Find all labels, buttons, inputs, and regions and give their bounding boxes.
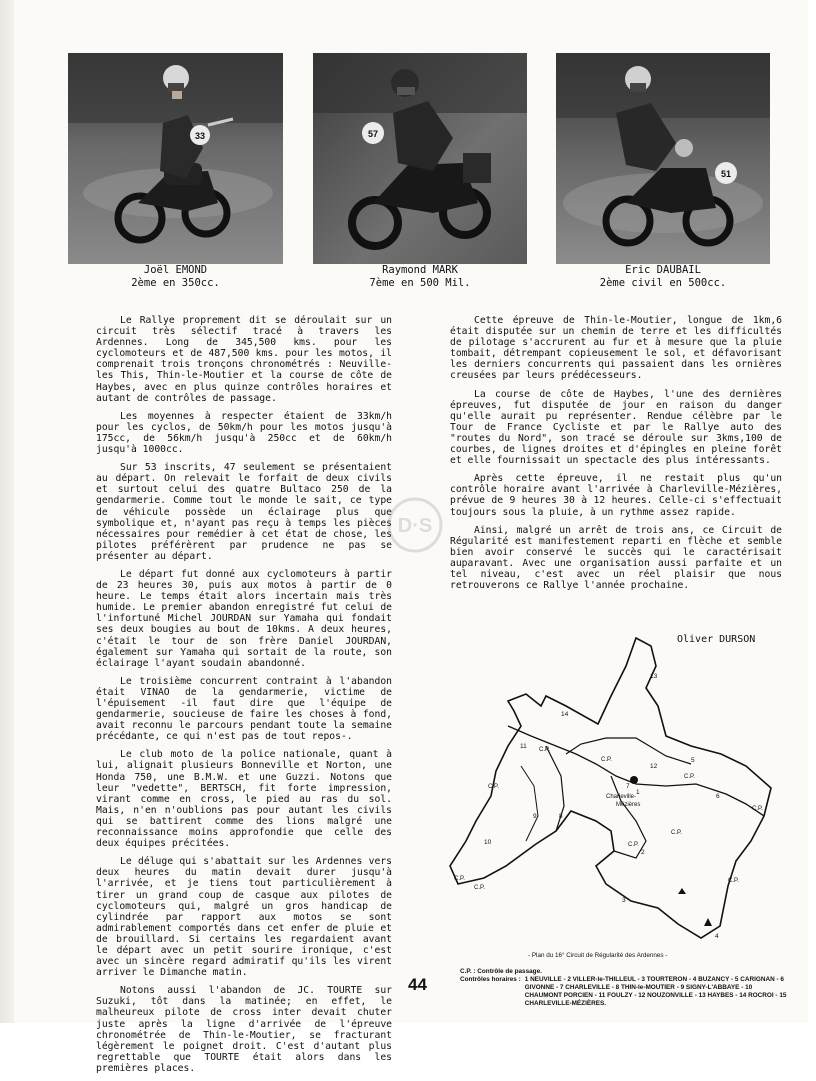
map-control-number: 2: [641, 849, 645, 856]
map-cp-label: C.P.: [628, 842, 639, 848]
map-control-number: 14: [561, 711, 569, 718]
map-control-number: 8: [559, 813, 563, 820]
map-city-label: Charleville-: [606, 794, 637, 800]
map-cp-label: C.P.: [601, 757, 612, 763]
paragraph: Cette épreuve de Thin-le-Moutier, longue de 1km,6 était disputée sur un chemin de terre et les difficultés de pilotage s'accrurent au fur et à mesure que la pluie tombait, détrempant copieusement le sol, et défavorisant les derniers concurrents qui passaient dans les ornières creusées par leurs prédécesseurs.: [450, 315, 782, 382]
photo-caption-2: [313, 264, 527, 290]
article-left-column: [96, 315, 392, 1081]
caption-name: Raymond MARK: [382, 264, 458, 276]
map-control-number: 11: [520, 743, 527, 750]
map-control-number: 9: [533, 813, 537, 820]
svg-text:D·S: D·S: [397, 515, 433, 537]
map-cp-label: C.P.: [684, 774, 695, 780]
caption-detail: 2ème en 350cc.: [131, 277, 220, 289]
paragraph: Le club moto de la police nationale, quant à lui, alignait plusieurs Bonneville et Norton, une Honda 750, une B.M.W. et une Guzzi. Notons que leur "vedette", BERTSCH, fit forte impression, virant comme en cross, le pied au ras du sol. Mais, n'en n'oublions pas pour autant les civils qui se battirent comme des lions malgré une reconnaissance moins approfondie que celle des deux équipes précitées.: [96, 749, 392, 850]
paragraph: Le déluge qui s'abattait sur les Ardennes vers deux heures du matin devait durer jusqu'à l'arrivée, et je tiens tout particulièrement à tirer un grand coup de casque aux pilotes de cyclomoteurs qui, malgré un gros handicap de cylindrée par rapport aux motos se sont admirablement comportés dans cet enfer de pluie et de brouillard. Si certains les regardaient avant le départ avec un petit sourire ironique, c'est avec un sincère regard admiratif qu'ils les virent arriver le Dimanche matin.: [96, 856, 392, 979]
map-control-number: 7: [626, 783, 630, 790]
caption-name: Joël EMOND: [143, 264, 208, 276]
paragraph: Les moyennes à respecter étaient de 33km/h pour les cyclos, de 50km/h pour les motos jusqu'à 175cc, de 56km/h jusqu'à 250cc et de 60km/h jusqu'à 1000cc.: [96, 410, 392, 456]
caption-detail: 7ème en 500 Mil.: [369, 277, 471, 289]
paragraph: Après cette épreuve, il ne restait plus qu'un contrôle horaire avant l'arrivée à Charleville-Mézières, prévue de 9 heures 30 à 12 heures. Celle-ci s'effectuait toujours sous la pluie, à un rythme assez rapide.: [450, 473, 782, 518]
photo-caption-1: [68, 264, 283, 290]
race-plate-number: 57: [367, 129, 379, 139]
route-map: [446, 626, 794, 946]
race-plate-number: 33: [194, 131, 206, 141]
legend-controls-label: Contrôles horaires :: [460, 976, 521, 983]
map-control-number: 3: [622, 897, 626, 904]
map-city-label: Mézières: [616, 802, 641, 808]
map-control-number: 10: [484, 839, 492, 846]
paragraph: Le départ fut donné aux cyclomoteurs à partir de 23 heures 30, puis aux motos à partir de 0 heure. Le temps était alors incertain mais très humide. Le premier abandon enregistré fut celui de l'infortuné Michel JOURDAN sur Yamaha qui fondait ses deux bougies au bout de 10kms. A deux heures, c'était le tour de son frère Daniel JOURDAN, également sur Yamaha qui sortait de la route, son éclairage l'ayant soudain abandonné.: [96, 568, 392, 669]
photo-joel-emond: [68, 53, 283, 264]
map-cp-label: C.P.: [454, 876, 465, 882]
map-control-number: 4: [715, 933, 719, 940]
article-right-column: [450, 315, 782, 598]
route-inner-5: [521, 766, 538, 841]
map-control-number: 12: [650, 763, 658, 770]
map-cp-label: C.P.: [671, 830, 682, 836]
legend-cp-line: C.P. : Contrôle de passage.: [460, 968, 542, 975]
watermark-stamp: [380, 495, 450, 560]
paragraph: Le troisième concurrent contraint à l'abandon était VINAO de la gendarmerie, victime de l'épuisement -il faut dire que l'équipe de gendarmerie, soucieuse de faire les choses à fond, avait reconnu le parcours pendant toute la semaine précédante, ce qui n'est pas de tout repos-.: [96, 675, 392, 743]
city-marker: [630, 776, 638, 784]
map-cp-label: C.P.: [728, 878, 739, 884]
paragraph: Notons aussi l'abandon de JC. TOURTE sur Suzuki, tôt dans la matinée; en effet, le malheureux pilote de cross inter devait chuter juste après la ligne d'arrivée de l'épreuve chronométrée de Thin-le-Moutier, se fracturant légèrement le poignet droit. C'est d'autant plus regrettable que TOURTE était alors dans les premières places.: [96, 985, 392, 1074]
caption-name: Eric DAUBAIL: [625, 264, 701, 276]
map-control-number: 5: [691, 757, 695, 764]
photo-eric-daubail: [556, 53, 770, 264]
legend-controls-list: 1 NEUVILLE - 2 VILLER-le-THILLEUL - 3 TOURTERON - 4 BUZANCY - 5 CARIGNAN - 6 GIVONNE - 7 CHARLEVILLE - 8 THIN-le-MOUTIER - 9 SIGNY-L'ABBAYE - 10 CHAUMONT PORCIEN - 11 FOULZY - 12 NOUZONVILLE - 13 HAYBES - 14 ROCROI - 15 CHARLEVILLE-MÉZIÈRES.: [524, 976, 787, 1007]
page-number: 44: [408, 975, 427, 994]
map-caption: - Plan du 16° Circuit de Régularité des Ardennes -: [528, 952, 668, 959]
map-control-number: 6: [716, 793, 720, 800]
article-author: Oliver DURSON: [677, 634, 756, 645]
map-cp-label: C.P.: [474, 885, 485, 891]
map-cp-label: C.P.: [752, 806, 763, 812]
route-inner-4: [566, 738, 691, 764]
paragraph: Le Rallye proprement dit se déroulait sur un circuit très sélectif tracé à travers les Ardennes. Long de 345,500 kms. pour les cyclomoteurs et de 487,500 kms. pour les motos, il comprenait trois tronçons chronométrés : Neuville-les This, Thin-le-Moutier et la course de côte de Haybes, avec en plus quinze contrôles horaires et autant de contrôles de passage.: [96, 315, 392, 404]
caption-detail: 2ème civil en 500cc.: [599, 277, 727, 289]
map-cp-label: C.P.: [539, 747, 550, 753]
photo-raymond-mark: [313, 53, 527, 264]
map-legend: [460, 968, 790, 1008]
race-plate-number: 51: [720, 169, 732, 179]
paragraph: Sur 53 inscrits, 47 seulement se présentaient au départ. On relevait le forfait de deux civils et surtout celui des quatre Bultaco 250 de la gendarmerie. Comme tout le monde le sait, ce type de véhicule possède un éclairage plus que symbolique et, n'ayant pas reçu à temps les pièces nécessaires pour remédier à cet état de chose, les pilotes préférèrent par prudence ne pas se présenter au départ.: [96, 462, 392, 562]
paragraph: La course de côte de Haybes, l'une des dernières épreuves, fut disputée de jour en raison du danger qu'elle aurait pu représenter. Rendue célèbre par le Tour de France Cycliste et par le Rallye auto des "routes du Nord", son tracé se déroule sur 3kms,100 de courbes, de lignes droites et d'épingles en pleine forêt et elle fournissait un spectacle des plus intéressants.: [450, 388, 782, 467]
photo-caption-3: [556, 264, 770, 290]
map-cp-label: C.P.: [488, 784, 499, 790]
paragraph: Ainsi, malgré un arrêt de trois ans, ce Circuit de Régularité est manifestement reparti en flèche et semble bien avoir conservé le succès qui le caractérisait auparavant. Avec une organisation aussi parfaite et un tel niveau, c'est avec un réel plaisir que nous retrouverons ce Rallye l'année prochaine.: [450, 524, 782, 592]
map-control-number: 1: [636, 789, 640, 796]
map-control-number: 13: [650, 673, 658, 680]
